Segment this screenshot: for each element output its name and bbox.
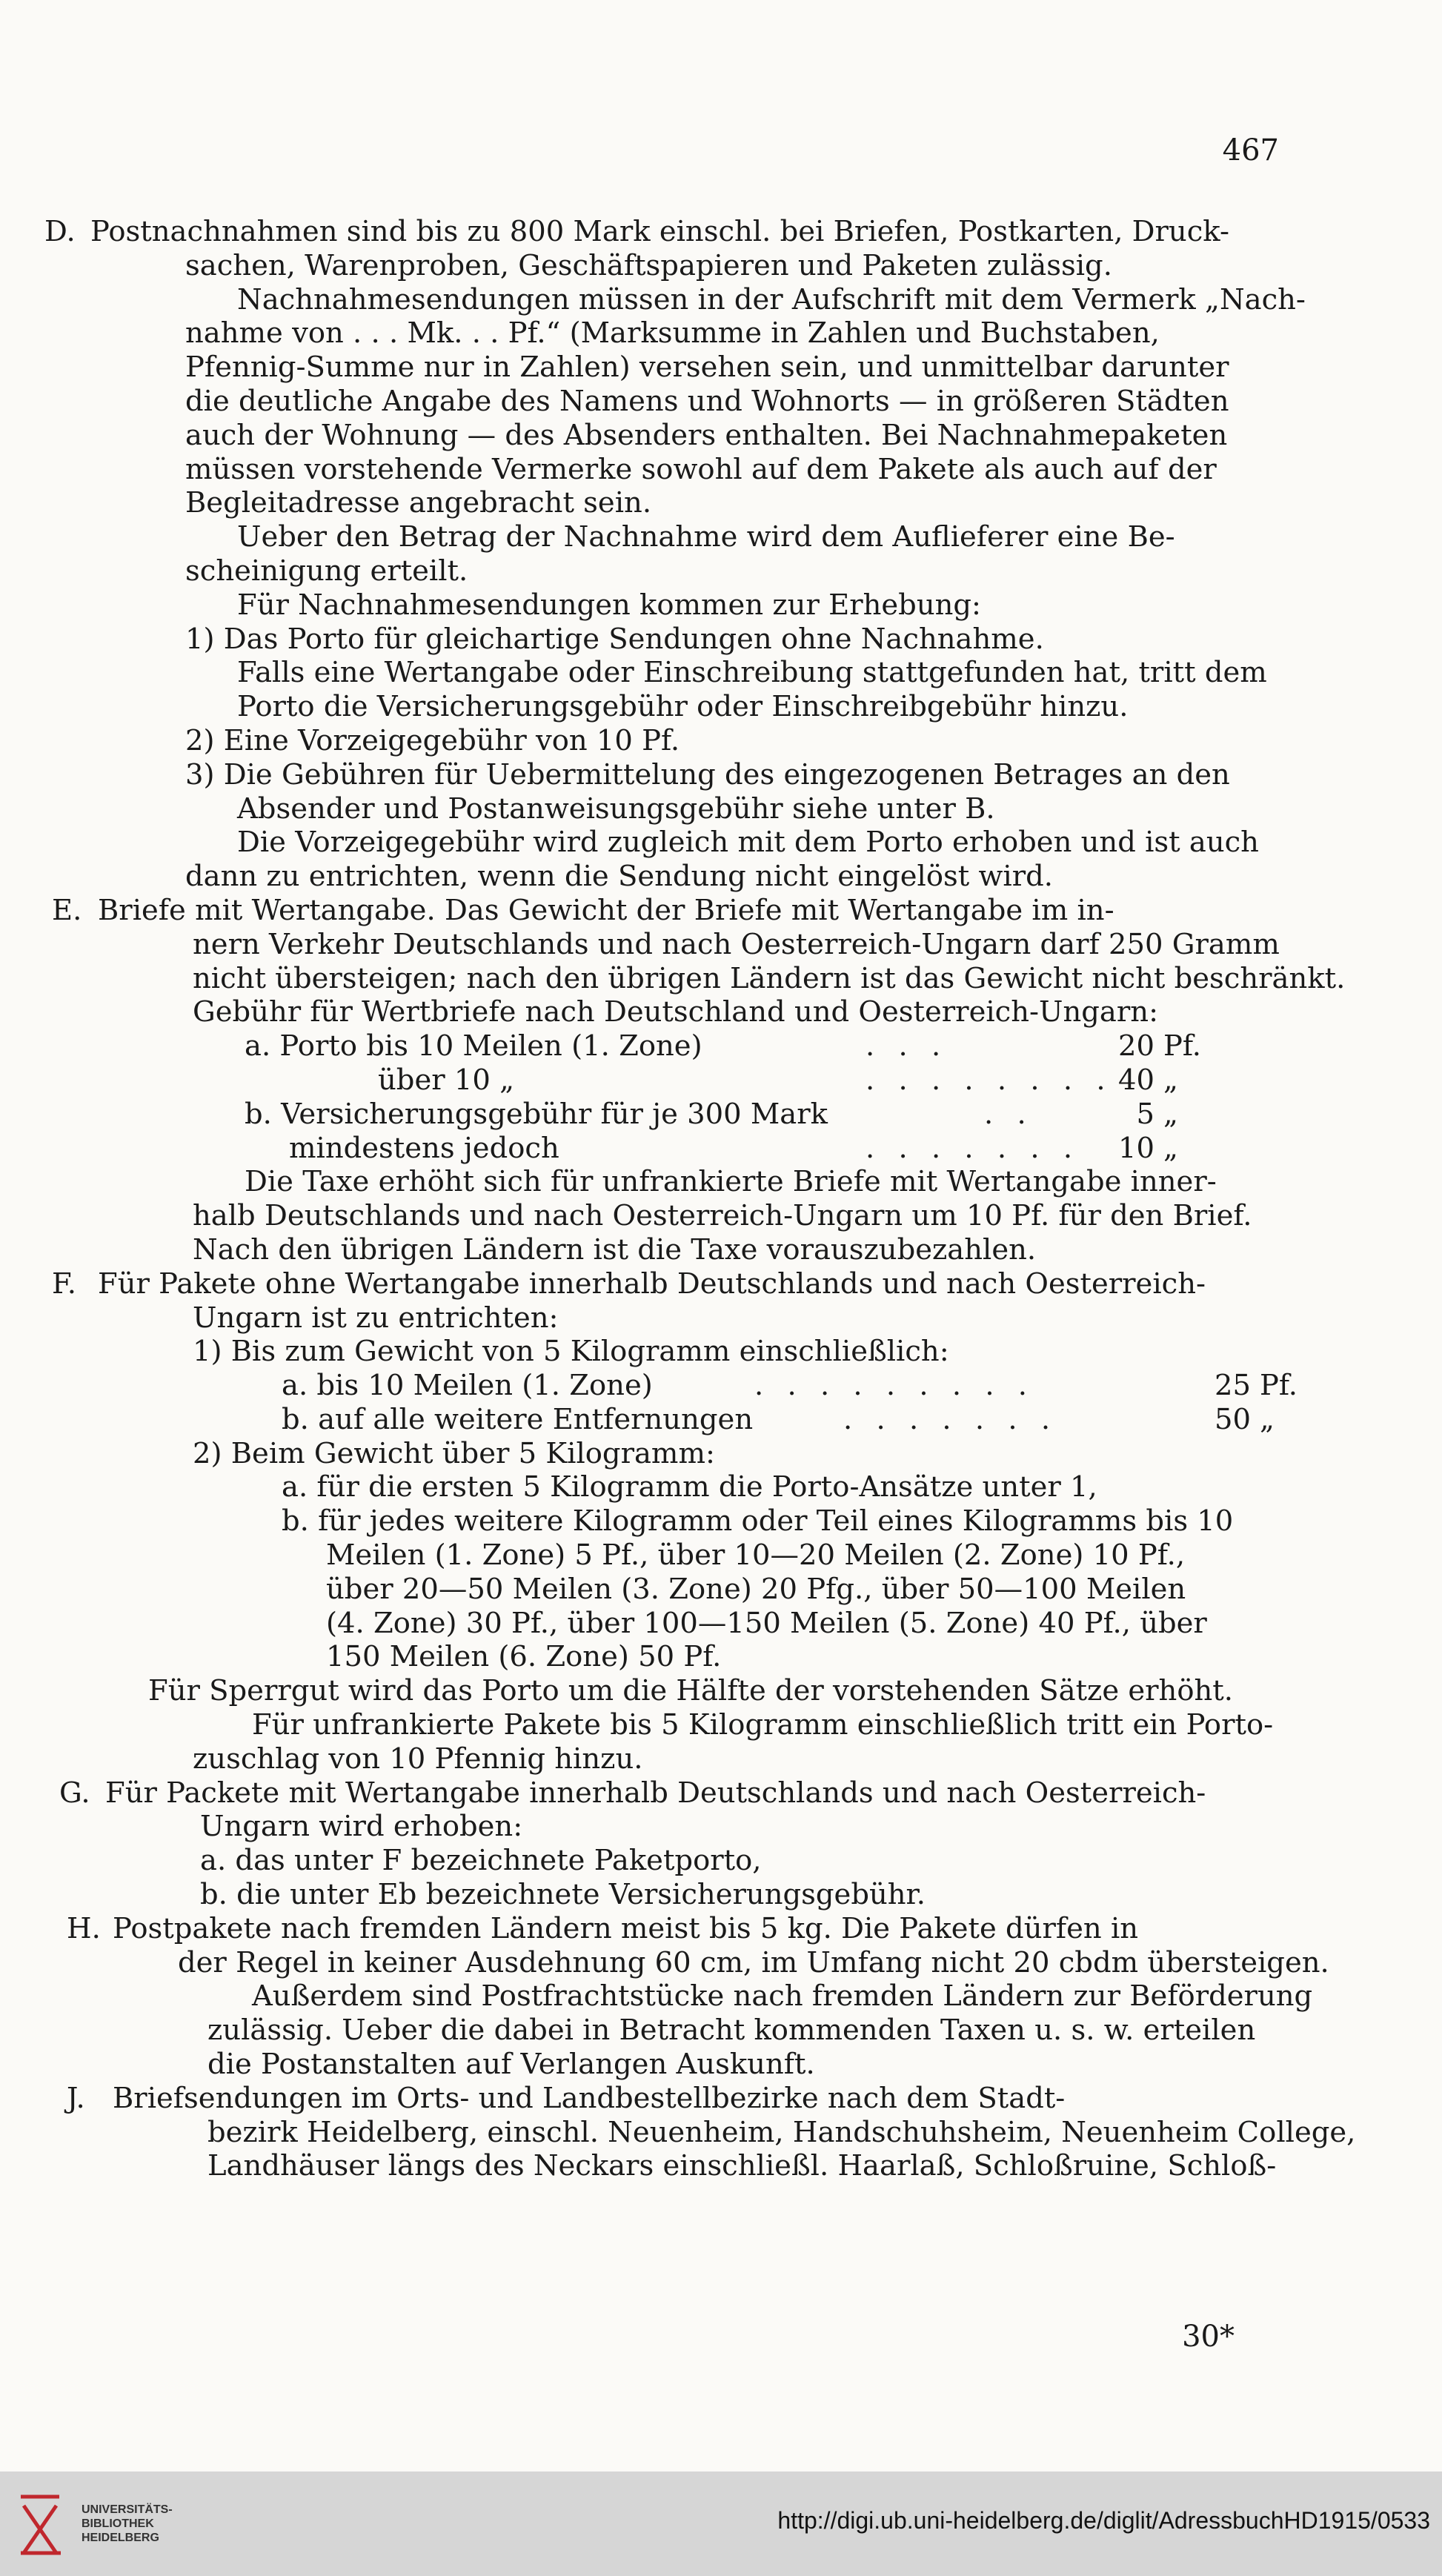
text-line: a. das unter F bezeichnete Paketporto, <box>200 1844 762 1878</box>
section-letter: D. <box>44 215 76 248</box>
section-e <box>44 893 1346 1267</box>
text-line: Meilen (1. Zone) 5 Pf., über 10—20 Meilen (2. Zone) 10 Pf., <box>326 1538 1186 1573</box>
text-line: (4. Zone) 30 Pf., über 100—150 Meilen (5. Zone) 40 Pf., über <box>326 1606 1207 1640</box>
section-letter: E. <box>52 893 82 927</box>
source-url[interactable]: http://digi.ub.uni-heidelberg.de/diglit/AdressbuchHD1915/0533 <box>777 2507 1430 2534</box>
text-line: auch der Wohnung — des Absenders enthalten. Bei Nachnahmepaketen <box>185 418 1228 452</box>
library-name: UNIVERSITÄTS- BIBLIOTHEK HEIDELBERG <box>82 2503 173 2544</box>
text-line: a. für die ersten 5 Kilogramm die Porto-Ansätze unter 1, <box>282 1470 1097 1504</box>
section-g <box>44 1776 1289 1912</box>
text-line: Für Nachnahmesendungen kommen zur Erhebung: <box>237 588 982 622</box>
fee-row: a. bis 10 Meilen (1. Zone) . . . . . . . . . 25 Pf. <box>282 1369 1298 1403</box>
document-body <box>44 215 1356 2183</box>
viewer-footer <box>0 2472 1442 2576</box>
text-line: 1) Bis zum Gewicht von 5 Kilogramm einschließlich: <box>193 1335 949 1369</box>
text-line: Für unfrankierte Pakete bis 5 Kilogramm einschließlich tritt ein Porto- <box>252 1708 1274 1742</box>
text-line: scheinigung erteilt. <box>185 554 468 588</box>
text-line: Nach den übrigen Ländern ist die Taxe vorauszubezahlen. <box>193 1232 1037 1267</box>
text-line: müssen vorstehende Vermerke sowohl auf dem Pakete als auch auf der <box>185 452 1217 486</box>
text-line: Die Taxe erhöht sich für unfrankierte Briefe mit Wertangabe inner- <box>245 1165 1217 1199</box>
text-line: zulässig. Ueber die dabei in Betracht kommenden Taxen u. s. w. erteilen <box>207 2014 1256 2048</box>
text-line: über 20—50 Meilen (3. Zone) 20 Pfg., über 50—100 Meilen <box>326 1572 1186 1606</box>
text-line: 3) Die Gebühren für Uebermittelung des eingezogenen Betrages an den <box>185 757 1230 791</box>
signature-mark: 30* <box>1182 2320 1235 2354</box>
text-line: 1) Das Porto für gleichartige Sendungen ohne Nachnahme. <box>185 622 1044 656</box>
section-h <box>44 1911 1329 2082</box>
text-line: Für Pakete ohne Wertangabe innerhalb Deutschlands und nach Oesterreich- <box>98 1267 1206 1301</box>
university-library-logo-icon <box>15 2488 68 2559</box>
text-line: Briefsendungen im Orts- und Landbestellbezirke nach dem Stadt- <box>113 2081 1066 2115</box>
text-line: Für Packete mit Wertangabe innerhalb Deutschlands und nach Oesterreich- <box>105 1776 1206 1810</box>
text-line: Ungarn wird erhoben: <box>200 1810 523 1844</box>
text-line: Pfennig-Summe nur in Zahlen) versehen sein, und unmittelbar darunter <box>185 351 1229 385</box>
text-line: nern Verkehr Deutschlands und nach Oesterreich-Ungarn darf 250 Gramm <box>193 927 1280 961</box>
section-j <box>44 2081 1356 2183</box>
fee-row: über 10 „ . . . . . . . . 40 „ <box>378 1063 1178 1097</box>
text-line: bezirk Heidelberg, einschl. Neuenheim, Handschuhsheim, Neuenheim College, <box>207 2115 1356 2149</box>
text-line: Porto die Versicherungsgebühr oder Einschreibgebühr hinzu. <box>237 690 1129 724</box>
text-line: nahme von . . . Mk. . . Pf.“ (Marksumme in Zahlen und Buchstaben, <box>185 316 1160 351</box>
text-line: zuschlag von 10 Pfennig hinzu. <box>193 1742 643 1776</box>
text-line: Für Sperrgut wird das Porto um die Hälfte der vorstehenden Sätze erhöht. <box>148 1674 1234 1708</box>
text-line: b. für jedes weitere Kilogramm oder Teil eines Kilogramms bis 10 <box>282 1504 1234 1538</box>
text-line: Postpakete nach fremden Ländern meist bis 5 kg. Die Pakete dürfen in <box>113 1911 1139 1945</box>
text-line: Ungarn ist zu entrichten: <box>193 1301 559 1335</box>
text-line: Falls eine Wertangabe oder Einschreibung stattgefunden hat, tritt dem <box>237 656 1267 690</box>
text-line: Begleitadresse angebracht sein. <box>185 486 652 520</box>
text-line: Postnachnahmen sind bis zu 800 Mark einschl. bei Briefen, Postkarten, Druck- <box>90 215 1229 248</box>
section-letter: H. <box>67 1911 101 1945</box>
text-line: dann zu entrichten, wenn die Sendung nicht eingelöst wird. <box>185 860 1054 894</box>
text-line: b. die unter Eb bezeichnete Versicherungsgebühr. <box>200 1878 926 1912</box>
text-line: Briefe mit Wertangabe. Das Gewicht der Briefe mit Wertangabe im in- <box>98 893 1114 927</box>
text-line: Gebühr für Wertbriefe nach Deutschland und Oesterreich-Ungarn: <box>193 995 1159 1029</box>
text-line: die deutliche Angabe des Namens und Wohnorts — in größeren Städten <box>185 384 1229 418</box>
fee-row: b. Versicherungsgebühr für je 300 Mark . . 5 „ <box>245 1097 1178 1131</box>
section-letter: J. <box>67 2081 85 2115</box>
text-line: Die Vorzeigegebühr wird zugleich mit dem Porto erhoben und ist auch <box>237 826 1259 860</box>
text-line: 2) Eine Vorzeigegebühr von 10 Pf. <box>185 723 680 757</box>
section-letter: F. <box>52 1267 76 1301</box>
text-line: 150 Meilen (6. Zone) 50 Pf. <box>326 1640 722 1674</box>
fee-row: a. Porto bis 10 Meilen (1. Zone) . . . 20 Pf. <box>245 1029 1202 1063</box>
text-line: 2) Beim Gewicht über 5 Kilogramm: <box>193 1436 715 1470</box>
fee-row: b. auf alle weitere Entfernungen . . . . . . . 50 „ <box>282 1402 1275 1436</box>
section-letter: G. <box>59 1776 90 1810</box>
text-line: Ueber den Betrag der Nachnahme wird dem Auflieferer eine Be- <box>237 520 1175 554</box>
text-line: nicht übersteigen; nach den übrigen Ländern ist das Gewicht nicht beschränkt. <box>193 961 1346 995</box>
text-line: halb Deutschlands und nach Oesterreich-Ungarn um 10 Pf. für den Brief. <box>193 1199 1252 1233</box>
section-f <box>44 1267 1298 1776</box>
text-line: sachen, Warenproben, Geschäftspapieren und Paketen zulässig. <box>185 248 1112 282</box>
text-line: Außerdem sind Postfrachtstücke nach fremden Ländern zur Beförderung <box>252 1979 1313 2014</box>
text-line: Landhäuser längs des Neckars einschließl. Haarlaß, Schloßruine, Schloß- <box>207 2149 1277 2183</box>
text-line: die Postanstalten auf Verlangen Auskunft. <box>207 2048 815 2082</box>
section-d <box>44 215 1306 894</box>
fee-row: mindestens jedoch . . . . . . . 10 „ <box>289 1131 1178 1165</box>
text-line: Nachnahmesendungen müssen in der Aufschrift mit dem Vermerk „Nach- <box>237 282 1306 316</box>
text-line: der Regel in keiner Ausdehnung 60 cm, im Umfang nicht 20 cbdm übersteigen. <box>178 1945 1329 1979</box>
text-line: Absender und Postanweisungsgebühr siehe unter B. <box>237 791 995 826</box>
page-number: 467 <box>1222 133 1279 167</box>
